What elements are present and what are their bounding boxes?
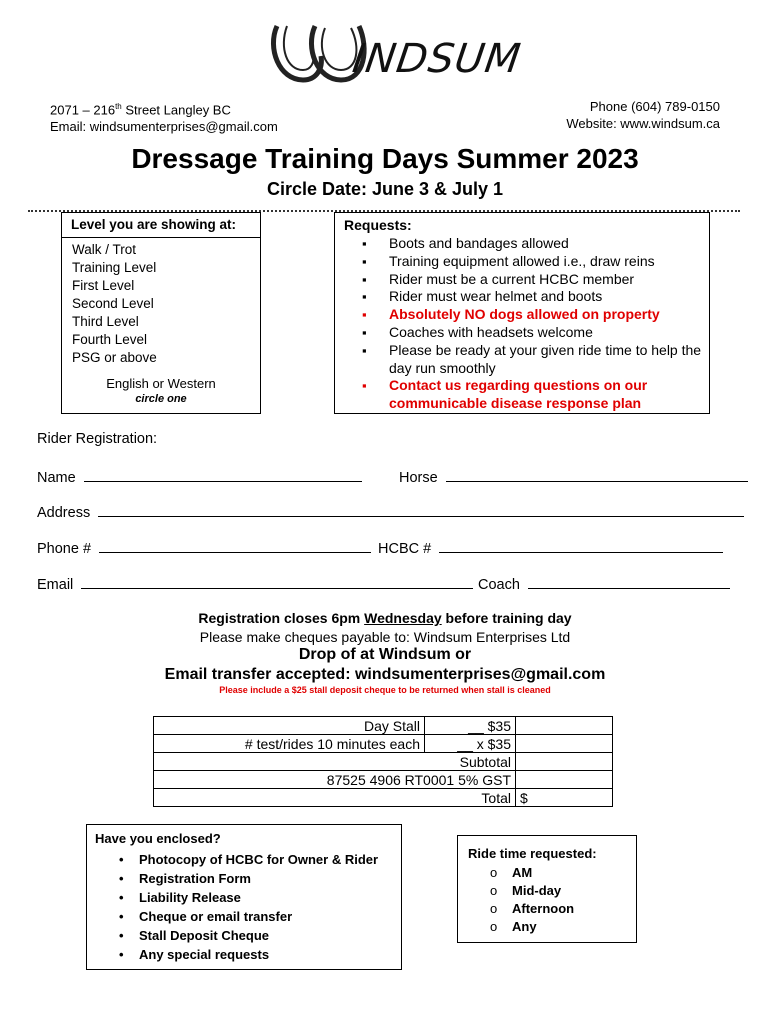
email-field[interactable] xyxy=(81,574,473,589)
circle-one-note: circle one xyxy=(135,393,187,405)
table-row xyxy=(154,771,613,789)
address-row xyxy=(37,502,744,521)
windsum-logo xyxy=(265,18,525,88)
stall-deposit-note: Please include a $25 stall deposit cheque to be returned when stall is cleaned xyxy=(219,685,551,695)
level-item[interactable]: Second Level xyxy=(72,296,154,311)
fee-total-cell[interactable] xyxy=(516,717,613,735)
coach-label: Coach xyxy=(478,577,520,593)
ride-time-option[interactable]: o AM xyxy=(488,864,574,882)
table-row xyxy=(154,789,613,807)
ride-time-box xyxy=(457,835,637,943)
request-item-warning: ▪ Absolutely NO dogs allowed on property xyxy=(355,306,703,324)
drop-off-note: Drop of at Windsum or xyxy=(298,646,472,663)
logo-wordmark: INDSUM xyxy=(349,36,524,82)
ride-time-option[interactable]: o Afternoon xyxy=(488,900,574,918)
ride-time-option[interactable]: o Any xyxy=(488,918,574,936)
name-row xyxy=(37,467,362,486)
fee-amount[interactable]: __ x $35 xyxy=(425,735,516,753)
total-label: Total xyxy=(154,789,516,807)
list-item: • Stall Deposit Cheque xyxy=(115,926,378,945)
requests-heading: Requests: xyxy=(344,217,412,233)
phone-line: Phone (604) 789-0150 xyxy=(589,99,720,114)
enclosed-checklist-box xyxy=(86,824,402,970)
email-line: Email: windsumenterprises@gmail.com xyxy=(50,119,278,135)
level-item[interactable]: Fourth Level xyxy=(72,332,148,347)
list-item: • Photocopy of HCBC for Owner & Rider xyxy=(115,850,378,869)
enclosed-heading: Have you enclosed? xyxy=(95,831,221,846)
level-item[interactable]: Walk / Trot xyxy=(72,242,137,257)
ride-time-option[interactable]: o Mid-day xyxy=(488,882,574,900)
fee-total-cell[interactable] xyxy=(516,735,613,753)
ride-time-options xyxy=(488,864,574,936)
name-label: Name xyxy=(37,470,76,486)
levels-list xyxy=(72,241,157,367)
email-row xyxy=(37,574,473,593)
requests-list xyxy=(355,235,703,413)
registration-deadline: Registration closes 6pm Wednesday before training day xyxy=(198,610,572,626)
list-item: • Registration Form xyxy=(115,869,378,888)
gst-label: 87525 4906 RT0001 5% GST xyxy=(154,771,516,789)
hcbc-label: HCBC # xyxy=(378,541,432,557)
horse-field[interactable] xyxy=(446,467,748,482)
address-line: 2071 – 216th Street Langley BC xyxy=(50,102,231,118)
request-item: ▪ Rider must be a current HCBC member xyxy=(355,271,703,289)
table-row xyxy=(154,717,613,735)
registration-heading: Rider Registration: xyxy=(37,431,158,447)
request-item: ▪ Boots and bandages allowed xyxy=(355,235,703,253)
fee-description: Day Stall xyxy=(154,717,425,735)
ride-time-heading: Ride time requested: xyxy=(468,846,597,861)
total-cell[interactable]: $ xyxy=(516,789,613,807)
address-label: Address xyxy=(37,505,91,521)
circle-date: Circle Date: June 3 & July 1 xyxy=(266,179,504,199)
table-row xyxy=(154,735,613,753)
email-transfer-note: Email transfer accepted: windsumenterprises@gmail.com xyxy=(164,666,606,683)
fee-description: # test/rides 10 minutes each xyxy=(154,735,425,753)
name-field[interactable] xyxy=(84,467,362,482)
level-item[interactable]: First Level xyxy=(72,278,135,293)
level-item[interactable]: Third Level xyxy=(72,314,139,329)
request-item: ▪ Coaches with headsets welcome xyxy=(355,324,703,342)
list-item: • Cheque or email transfer xyxy=(115,907,378,926)
hcbc-field[interactable] xyxy=(439,538,723,553)
header-right xyxy=(566,98,720,132)
phone-row xyxy=(37,538,371,557)
request-item: ▪ Please be ready at your given ride time to help the day run smoothly xyxy=(355,342,703,378)
level-item[interactable]: PSG or above xyxy=(72,350,157,365)
email-label: Email xyxy=(37,577,74,593)
phone-label: Phone # xyxy=(37,541,92,557)
request-item-warning: ▪ Contact us regarding questions on our communicable disease response plan xyxy=(355,377,703,413)
level-item[interactable]: Training Level xyxy=(72,260,157,275)
riding-style-choice[interactable]: English or Western xyxy=(106,376,216,391)
table-row xyxy=(154,753,613,771)
phone-field[interactable] xyxy=(99,538,371,553)
coach-row xyxy=(478,574,730,593)
horse-row xyxy=(399,467,748,486)
subtotal-label: Subtotal xyxy=(154,753,516,771)
cheque-payable-note: Please make cheques payable to: Windsum Enterprises Ltd xyxy=(199,629,571,645)
list-item: • Any special requests xyxy=(115,945,378,964)
subtotal-cell[interactable] xyxy=(516,753,613,771)
website-line: Website: www.windsum.ca xyxy=(566,116,720,131)
request-item: ▪ Rider must wear helmet and boots xyxy=(355,288,703,306)
horse-label: Horse xyxy=(399,470,438,486)
fee-amount[interactable]: __ $35 xyxy=(425,717,516,735)
page-title: Dressage Training Days Summer 2023 xyxy=(131,143,639,174)
levels-divider xyxy=(62,237,260,238)
requests-box xyxy=(334,212,710,414)
levels-heading: Level you are showing at: xyxy=(71,217,237,232)
coach-field[interactable] xyxy=(528,574,730,589)
header-left xyxy=(50,98,278,135)
address-field[interactable] xyxy=(98,502,744,517)
levels-box xyxy=(61,212,261,414)
fees-table xyxy=(153,716,613,807)
hcbc-row xyxy=(378,538,723,557)
list-item: • Liability Release xyxy=(115,888,378,907)
enclosed-list xyxy=(115,850,378,964)
gst-cell[interactable] xyxy=(516,771,613,789)
request-item: ▪ Training equipment allowed i.e., draw reins xyxy=(355,253,703,271)
